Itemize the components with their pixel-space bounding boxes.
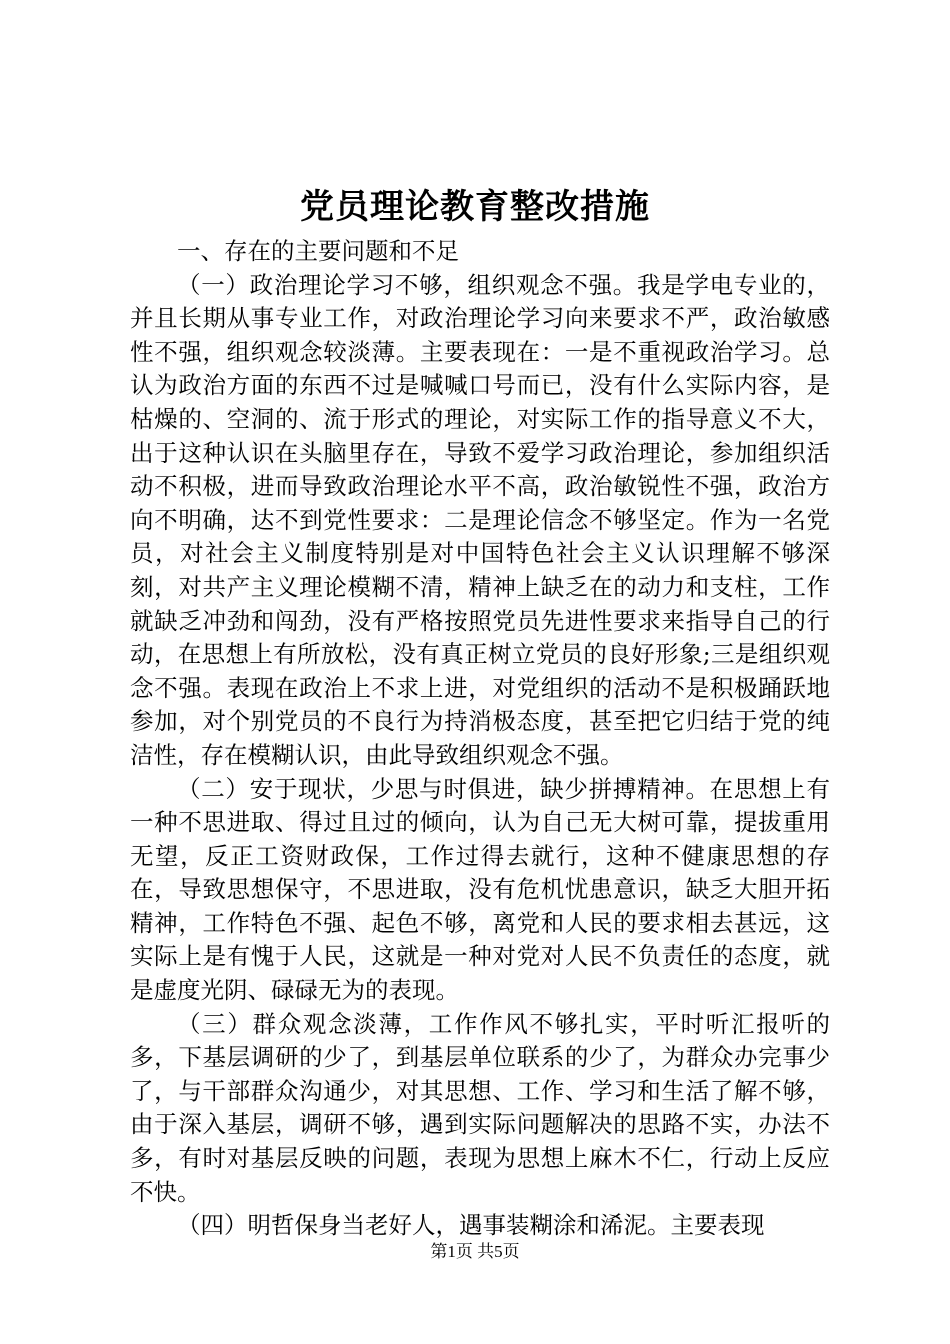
page-footer: 第1页 共5页 — [430, 1242, 520, 1261]
body-paragraph: （一）政治理论学习不够，组织观念不强。我是学电专业的，并且长期从事专业工作，对政治理论学习向来要求不严，政治敏感性不强，组织观念较淡薄。主要表现在：一是不重视政治学习。总认为政治方面的东西不过是喊喊口号而已，没有什么实际内容，是枯燥的、空洞的、流于形式的理论，对实际工作的指导意义不大，出于这种认识在头脑里存在，导致不爱学习政治理论，参加组织活动不积极，进而导致政治理论水平不高，政治敏锐性不强，政治方向不明确，达不到党性要求：二是理论信念不够坚定。作为一名党员，对社会主义制度特别是对中国特色社会主义认识理解不够深刻，对共产主义理论模糊不清，精神上缺乏在的动力和支柱，工作就缺乏冲劲和闯劲，没有严格按照党员先进性要求来指导自己的行动，在思想上有所放松，没有真正树立党员的良好形象;三是组织观念不强。表现在政治上不求上进，对党组织的活动不是积极踊跃地参加，对个别党员的不良行为持消极态度，甚至把它归结于党的纯洁性，存在模糊认识，由此导致组织观念不强。 — [130, 270, 830, 769]
document-body — [130, 235, 830, 1243]
body-paragraph: （三）群众观念淡薄，工作作风不够扎实，平时听汇报听的多，下基层调研的少了，到基层单位联系的少了，为群众办完事少了，与干部群众沟通少，对其思想、工作、学习和生活了解不够，由于深入基层，调研不够，遇到实际问题解决的思路不实，办法不多，有时对基层反映的问题，表现为思想上麻木不仁，行动上反应不快。 — [130, 1009, 830, 1206]
body-paragraph: （二）安于现状，少思与时俱进，缺少拼搏精神。在思想上有一种不思进取、得过且过的倾向，认为自己无大树可靠，提拔重用无望，反正工资财政保，工作过得去就行，这种不健康思想的存在，导致思想保守，不思进取，没有危机忧患意识，缺乏大胆开拓精神，工作特色不强、起色不够，离党和人民的要求相去甚远，这实际上是有愧于人民，这就是一种对党对人民不负责任的态度，就是虚度光阴、碌碌无为的表现。 — [130, 774, 830, 1005]
body-paragraph: （四）明哲保身当老好人，遇事装糊涂和浠泥。主要表现 — [177, 1211, 765, 1240]
document-title: 党员理论教育整改措施 — [300, 187, 650, 227]
section-heading: 一、存在的主要问题和不足 — [177, 237, 459, 265]
